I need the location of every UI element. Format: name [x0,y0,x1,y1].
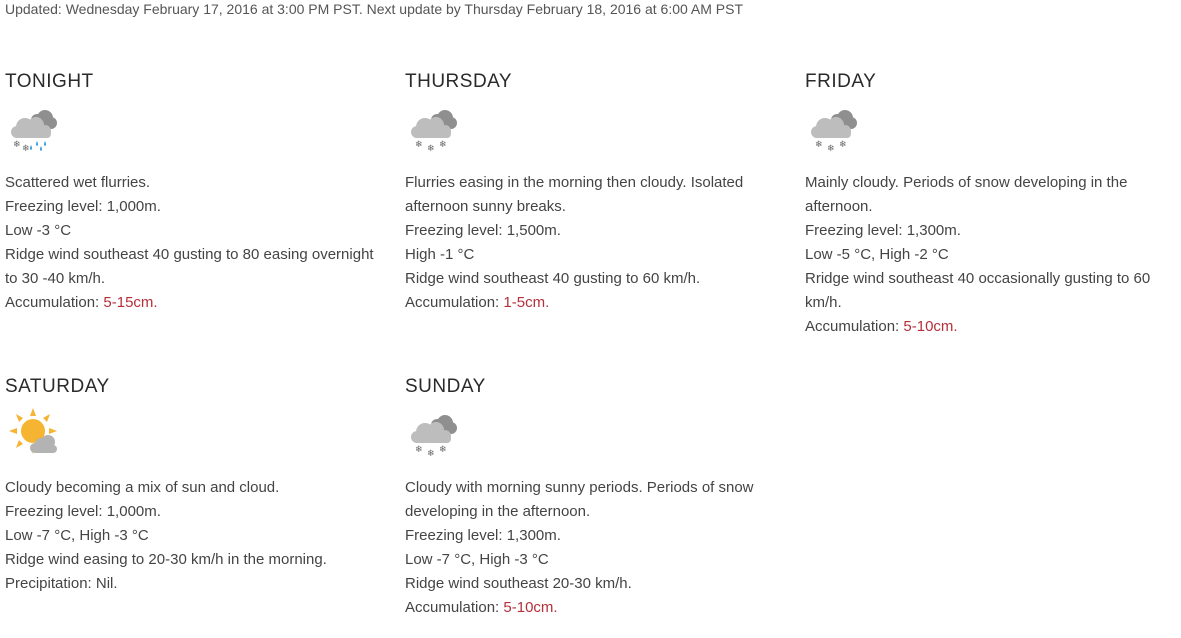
cloud-snow-icon [405,101,461,153]
accumulation [805,315,1175,339]
cloud-snow-icon [405,406,461,458]
accumulation [405,596,775,620]
condition-text: Cloudy with morning sunny periods. Periods of snow developing in the afternoon. [405,479,754,520]
forecast-saturday [5,376,375,596]
forecast-thursday [405,71,775,315]
freezing-level: Freezing level: 1,300m. [405,527,561,544]
day-title: THURSDAY [405,71,513,92]
svg-text:❄: ❄ [13,140,21,150]
accumulation-value: 5-10cm. [903,318,958,335]
condition-text: Cloudy becoming a mix of sun and cloud. [5,479,280,496]
accumulation-label: Accumulation: [5,294,100,311]
svg-text:❄: ❄ [427,449,435,458]
precipitation-value: Nil. [95,575,118,592]
svg-text:❄: ❄ [439,445,447,455]
temperature: High -1 °C [405,246,475,263]
accumulation-label: Accumulation: [405,599,500,616]
day-title: TONIGHT [5,71,94,92]
accumulation [5,291,375,315]
forecast-details [405,171,775,315]
ridge-wind: Rridge wind southeast 40 occasionally gusting to 60 km/h. [805,270,1151,311]
ridge-wind: Ridge wind easing to 20-30 km/h in the morning. [5,551,327,568]
update-info: Updated: Wednesday February 17, 2016 at 3:00 PM PST. Next update by Thursday February 18, 2016 at 6:00 AM PST [5,1,744,17]
forecast-details [5,171,375,315]
svg-text:❄: ❄ [439,140,447,150]
temperature: Low -7 °C, High -3 °C [405,551,549,568]
cloud-snow-icon [805,101,861,153]
cloud-rain-snow-icon [5,101,61,153]
forecast-details [805,171,1175,339]
svg-text:❄: ❄ [415,140,423,150]
temperature: Low -5 °C, High -2 °C [805,246,949,263]
ridge-wind: Ridge wind southeast 20-30 km/h. [405,575,632,592]
day-title: FRIDAY [805,71,877,92]
temperature: Low -3 °C [5,222,72,239]
forecast-tonight [5,71,375,315]
forecast-details [5,476,375,596]
precipitation [5,572,375,596]
condition-text: Flurries easing in the morning then cloudy. Isolated afternoon sunny breaks. [405,174,744,215]
accumulation-value: 5-15cm. [103,294,158,311]
svg-text:❄: ❄ [839,140,847,150]
day-title: SUNDAY [405,376,486,397]
svg-text:❄: ❄ [427,144,435,153]
svg-text:❄: ❄ [22,144,30,153]
svg-text:❄: ❄ [815,140,823,150]
svg-text:❄: ❄ [827,144,835,153]
ridge-wind: Ridge wind southeast 40 gusting to 60 km/h. [405,270,701,287]
accumulation [405,291,775,315]
sun-cloud-icon [5,406,61,458]
ridge-wind: Ridge wind southeast 40 gusting to 80 easing overnight to 30 -40 km/h. [5,246,374,287]
accumulation-value: 5-10cm. [503,599,558,616]
forecast-friday [805,71,1175,339]
freezing-level: Freezing level: 1,000m. [5,198,161,215]
condition-text: Scattered wet flurries. [5,174,151,191]
forecast-details [405,476,775,620]
accumulation-label: Accumulation: [805,318,900,335]
freezing-level: Freezing level: 1,500m. [405,222,561,239]
day-title: SATURDAY [5,376,110,397]
freezing-level: Freezing level: 1,000m. [5,503,161,520]
svg-text:❄: ❄ [415,445,423,455]
accumulation-value: 1-5cm. [503,294,550,311]
accumulation-label: Accumulation: [405,294,500,311]
condition-text: Mainly cloudy. Periods of snow developing in the afternoon. [805,174,1128,215]
temperature: Low -7 °C, High -3 °C [5,527,149,544]
forecast-sunday [405,376,775,620]
precipitation-label: Precipitation: [5,575,92,592]
freezing-level: Freezing level: 1,300m. [805,222,961,239]
